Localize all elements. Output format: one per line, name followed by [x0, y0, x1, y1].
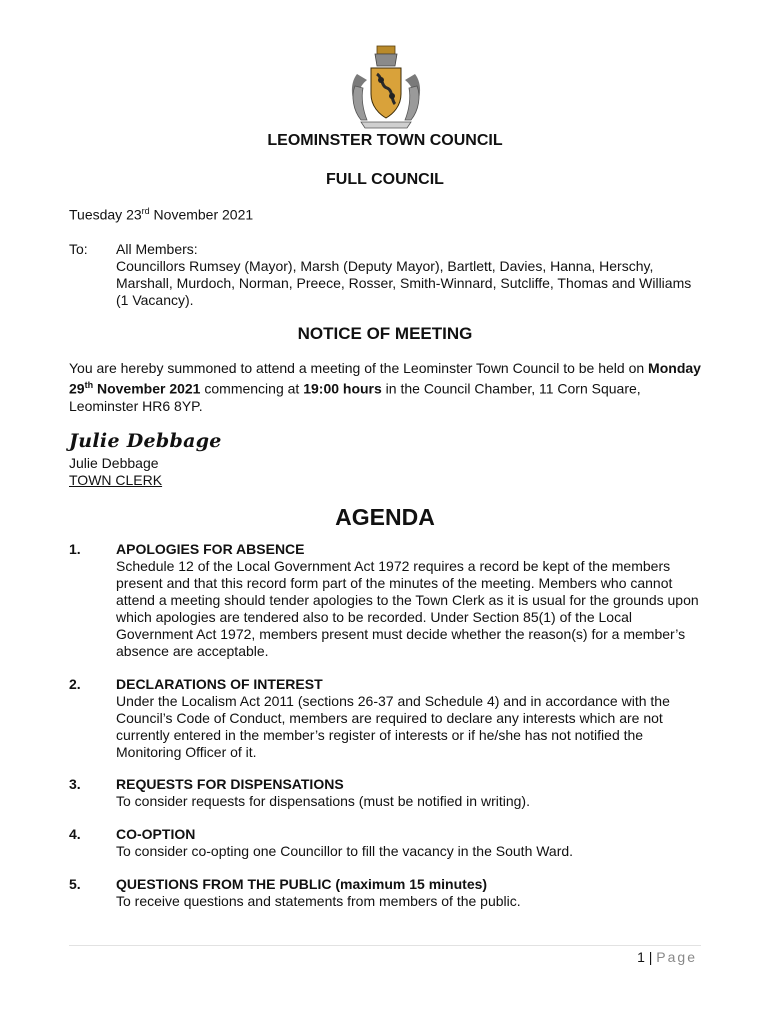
agenda-item-body: To consider co-opting one Councillor to fill the vacancy in the South Ward.	[116, 843, 574, 859]
agenda-item-heading: QUESTIONS FROM THE PUBLIC (maximum 15 minutes)	[116, 876, 488, 892]
agenda-item-body: To receive questions and statements from members of the public.	[116, 893, 521, 909]
signer-role: TOWN CLERK	[69, 472, 163, 488]
agenda-item-number: 2.	[69, 676, 81, 692]
agenda-item-heading: CO-OPTION	[116, 826, 196, 842]
page-footer: 1 | Page	[637, 949, 697, 965]
town-crest-icon	[347, 44, 425, 130]
agenda-item-number: 1.	[69, 541, 81, 557]
agenda-item-heading: DECLARATIONS OF INTEREST	[116, 676, 323, 692]
meeting-notice-date: Tuesday 23rd November 2021	[69, 206, 254, 223]
signer-block	[69, 455, 162, 489]
agenda-item-body: Under the Localism Act 2011 (sections 26-37 and Schedule 4) and in accordance with the Council’s Code of Conduct, members are required to declare any interests which are not currently entered in the member’s register of interests or if he/she has not notified the Monitoring Officer of it.	[116, 693, 670, 760]
agenda-item-number: 3.	[69, 776, 81, 792]
summons-paragraph: You are hereby summoned to attend a meeting of the Leominster Town Council to be held on Monday 29th November 2021 commencing at 19:00 hours in the Council Chamber, 11 Corn Square, Leominster HR6 8YP.	[69, 360, 701, 414]
meeting-type: FULL COUNCIL	[326, 171, 444, 188]
council-name: LEOMINSTER TOWN COUNCIL	[267, 132, 503, 149]
signer-name: Julie Debbage	[69, 455, 159, 471]
agenda-item-body: Schedule 12 of the Local Government Act 1972 requires a record be kept of the members present and that this record form part of the minutes of the meeting. Members who cannot attend a meeting should tender apologies to the Town Clerk as it is usual for the grounds upon which apologies are tendered also to be recorded. Under Section 85(1) of the Local Government Act 1972, members present must decide whether the reason(s) for a member’s absence are acceptable.	[116, 558, 699, 659]
agenda-item-body: To consider requests for dispensations (must be notified in writing).	[116, 793, 530, 809]
agenda-item-heading: APOLOGIES FOR ABSENCE	[116, 541, 305, 557]
recipients-list	[116, 241, 706, 309]
agenda-item-number: 5.	[69, 876, 81, 892]
recipients-heading: All Members:	[116, 241, 198, 257]
agenda-item-number: 4.	[69, 826, 81, 842]
footer-divider	[69, 945, 701, 946]
agenda-title: AGENDA	[335, 504, 435, 530]
agenda-item-heading: REQUESTS FOR DISPENSATIONS	[116, 776, 344, 792]
page-number: 1	[637, 949, 645, 965]
to-label: To:	[69, 241, 88, 257]
clerk-signature: Julie Debbage	[69, 430, 222, 452]
page-word: Page	[656, 949, 697, 965]
notice-heading: NOTICE OF MEETING	[297, 324, 473, 343]
councillors-list: Councillors Rumsey (Mayor), Marsh (Deputy Mayor), Bartlett, Davies, Hanna, Herschy, Marshall, Murdoch, Norman, Preece, Rosser, Smith-Winnard, Sutcliffe, Thomas and Williams (1 Vacancy).	[116, 258, 692, 308]
